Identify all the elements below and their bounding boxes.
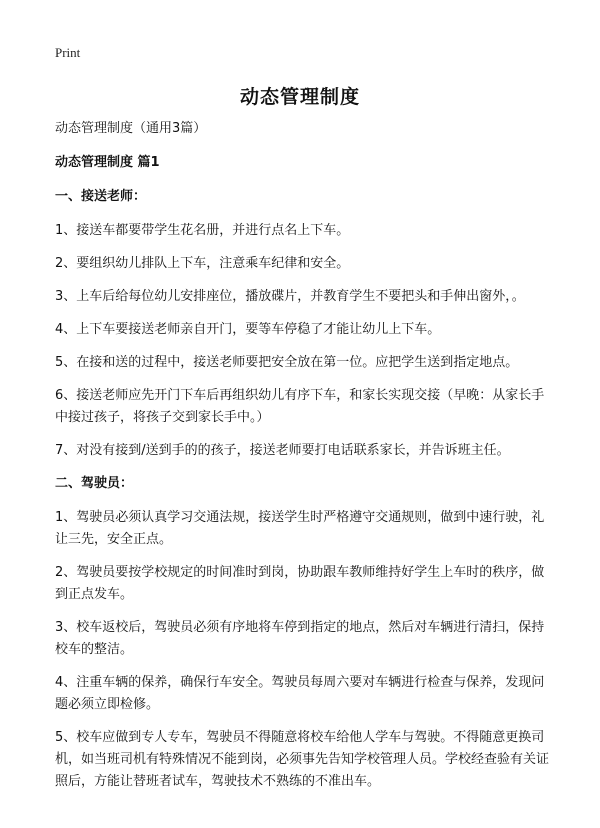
print-label: Print [55,45,81,60]
teacher-item: 6、接送老师应先开门下车后再组织幼儿有序下车，和家长实现交接（早晚：从家长手中接过孩子，将孩子交到家长手中。） [55,388,545,425]
teacher-item: 2、要组织幼儿排队上下车，注意乘车纪律和安全。 [55,256,350,271]
teacher-item: 7、对没有接到/送到手的的孩子，接送老师要打电话联系家长，并告诉班主任。 [55,443,510,458]
driver-item: 3、校车返校后，驾驶员必须有序地将车停到指定的地点，然后对车辆进行清扫，保持校车的整洁。 [55,620,545,657]
document-title: 动态管理制度 [239,86,360,108]
document-subtitle: 动态管理制度（通用3篇） [55,121,207,136]
heading-teachers: 一、接送老师： [55,189,147,204]
teacher-item: 1、接送车都要带学生花名册，并进行点名上下车。 [55,223,350,238]
document-body [55,118,555,804]
driver-item: 1、驾驶员必须认真学习交通法规，接送学生时严格遵守交通规则，做到中速行驶，礼让三先，安全正点。 [55,510,545,547]
heading-drivers: 二、驾驶员： [55,476,134,491]
section-title: 动态管理制度 篇1 [55,155,160,170]
teacher-item: 3、上车后给每位幼儿安排座位，播放碟片，并教育学生不要把头和手伸出窗外，。 [55,289,525,304]
teacher-item: 4、上下车要接送老师亲自开门，要等车停稳了才能让幼儿上下车。 [55,322,441,337]
teacher-item: 5、在接和送的过程中，接送老师要把安全放在第一位。应把学生送到指定地点。 [55,355,519,370]
driver-item: 5、校车应做到专人专车，驾驶员不得随意将校车给他人学车与驾驶。不得随意更换司机，如当班司机有特殊情况不能到岗，必须事先告知学校管理人员。学校经查验有关证照后，方能让替班者试车，驾驶技术不熟练的不准出车。 [55,730,550,789]
driver-item: 4、注重车辆的保养，确保行车安全。驾驶员每周六要对车辆进行检查与保养，发现问题必须立即检修。 [55,675,545,712]
driver-item: 2、驾驶员要按学校规定的时间准时到岗，协助跟车教师维持好学生上车时的秩序，做到正点发车。 [55,565,545,602]
